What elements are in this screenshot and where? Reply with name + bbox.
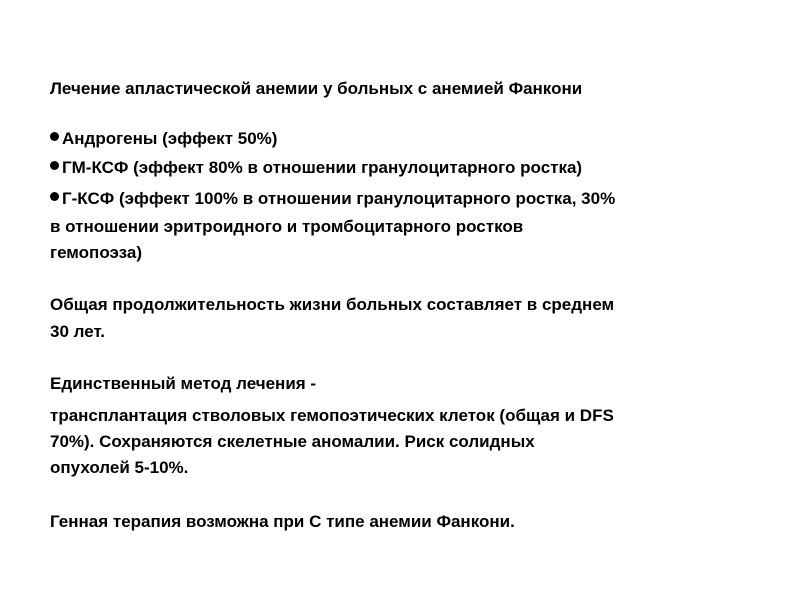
gene-therapy-text: Генная терапия возможна при С типе анемии Фанкони. [50, 512, 515, 531]
bullet-dot-icon [50, 192, 59, 201]
method-heading: Единственный метод лечения - [50, 374, 317, 393]
survival-text: Общая продолжительность жизни больных составляет в среднем [50, 295, 615, 314]
bullet-item-gm-csf [50, 155, 582, 181]
bullet-item-g-csf [50, 186, 615, 212]
method-text: опухолей 5-10%. [50, 458, 189, 477]
bullet-text: ГМ-КСФ (эффект 80% в отношении гранулоцитарного ростка) [62, 158, 583, 177]
bullet-continuation: гемопоэза) [50, 243, 142, 262]
survival-text: 30 лет. [50, 322, 105, 341]
bullet-text: Андрогены (эффект 50%) [62, 129, 278, 148]
method-text: трансплантация стволовых гемопоэтических клеток (общая и DFS [50, 406, 614, 425]
bullet-item-androgens [50, 126, 277, 152]
bullet-text: Г-КСФ (эффект 100% в отношении гранулоцитарного ростка, 30% [62, 189, 616, 208]
slide-title: Лечение апластической анемии у больных с анемией Фанкони [50, 79, 583, 98]
method-text: 70%). Сохраняются скелетные аномалии. Риск солидных [50, 432, 535, 451]
bullet-continuation: в отношении эритроидного и тромбоцитарного ростков [50, 217, 524, 236]
bullet-dot-icon [50, 132, 59, 141]
bullet-dot-icon [50, 161, 59, 170]
